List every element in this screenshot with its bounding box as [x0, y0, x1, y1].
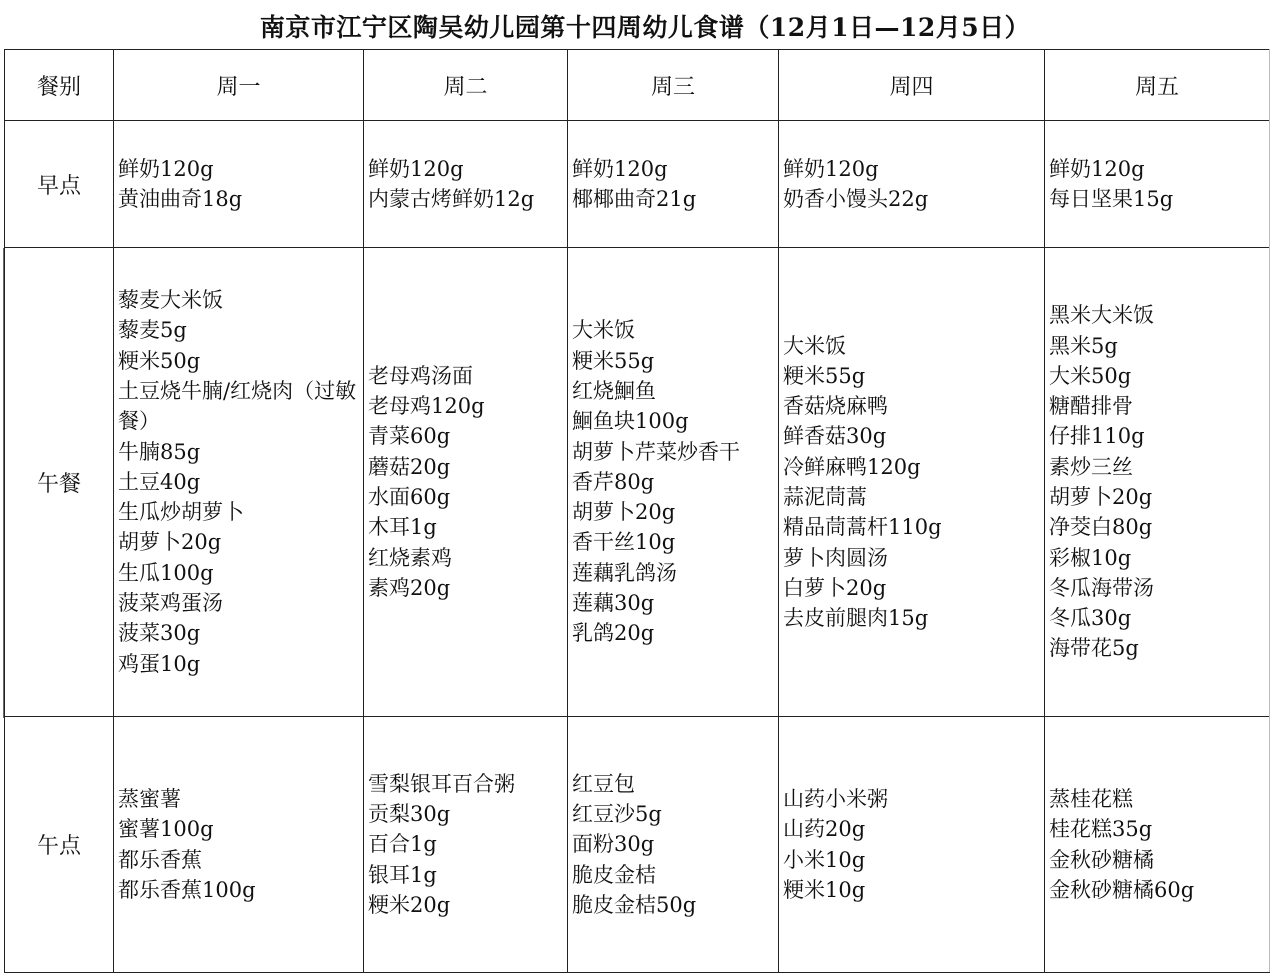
- menu-item: 奶香小馒头22g: [783, 187, 929, 211]
- menu-item: 大米饭: [783, 333, 846, 358]
- snack-thursday[interactable]: [779, 717, 1045, 973]
- menu-item: 净茭白80g: [1049, 515, 1153, 540]
- menu-item: 黄油曲奇18g: [118, 187, 243, 211]
- header-meal-type: 餐别: [5, 50, 114, 121]
- lunch-thursday[interactable]: [779, 248, 1045, 717]
- title-area: [0, 0, 1280, 48]
- menu-item: 雪梨银耳百合粥: [368, 771, 515, 796]
- menu-item: 蘑菇20g: [368, 454, 451, 479]
- menu-item: 胡萝卜20g: [118, 530, 222, 555]
- menu-item: 鲜香菇30g: [783, 424, 887, 449]
- menu-item: 糖醋排骨: [1049, 394, 1133, 419]
- menu-item: 椰椰曲奇21g: [572, 187, 697, 211]
- menu-item: 胡萝卜20g: [1049, 485, 1153, 509]
- menu-item: 鲜奶120g: [118, 156, 214, 181]
- menu-item: 每日坚果15g: [1049, 187, 1174, 211]
- menu-item: 青菜60g: [368, 424, 451, 449]
- menu-item: 粳米10g: [783, 877, 866, 902]
- menu-item: 冷鲜麻鸭120g: [783, 454, 921, 479]
- menu-item: 土豆40g: [118, 469, 201, 494]
- menu-item: 粳米20g: [368, 892, 451, 917]
- next-column-edge: [1269, 49, 1280, 972]
- lunch-wednesday[interactable]: [568, 248, 779, 717]
- snack-friday[interactable]: [1045, 717, 1270, 973]
- menu-item: 面粉30g: [572, 832, 655, 857]
- menu-item: 胡萝卜20g: [572, 500, 676, 525]
- menu-item: 鲜奶120g: [1049, 156, 1145, 181]
- menu-item: 内蒙古烤鲜奶12g: [368, 187, 535, 211]
- menu-item: 蜜薯100g: [118, 817, 214, 842]
- breakfast-row: [5, 121, 1270, 248]
- menu-item: 粳米55g: [572, 348, 655, 373]
- menu-item: 生瓜100g: [118, 560, 214, 585]
- meal-label-breakfast: 早点: [5, 121, 114, 248]
- snack-tuesday[interactable]: [364, 717, 568, 973]
- header-wednesday: 周三: [568, 50, 779, 121]
- menu-item: 鲜奶120g: [368, 156, 464, 181]
- menu-item: 黑米5g: [1049, 333, 1118, 358]
- menu-item: 彩椒10g: [1049, 545, 1132, 570]
- menu-item: 蒸桂花糕: [1049, 786, 1133, 811]
- menu-item: 红烧素鸡: [368, 545, 452, 570]
- menu-item: 红烧鮰鱼: [572, 378, 656, 403]
- lunch-tuesday[interactable]: [364, 248, 568, 717]
- menu-item: 黑米大米饭: [1049, 303, 1154, 328]
- menu-item: 老母鸡汤面: [368, 363, 473, 388]
- menu-item: 藜麦5g: [118, 318, 187, 343]
- menu-item: 香干丝10g: [572, 530, 676, 555]
- menu-table: [4, 49, 1270, 973]
- menu-item: 都乐香蕉100g: [118, 877, 256, 902]
- header-row: [5, 50, 1270, 121]
- menu-item: 粳米55g: [783, 363, 866, 388]
- menu-item: 百合1g: [368, 832, 437, 857]
- menu-item: 大米饭: [572, 318, 635, 343]
- menu-item: 红豆沙5g: [572, 802, 662, 827]
- menu-item: 萝卜肉圆汤: [783, 545, 888, 570]
- menu-item: 素炒三丝: [1049, 454, 1133, 479]
- lunch-monday[interactable]: [114, 248, 364, 717]
- menu-item: 银耳1g: [368, 862, 437, 887]
- menu-item: 菠菜鸡蛋汤: [118, 591, 223, 616]
- menu-item: 桂花糕35g: [1049, 817, 1153, 842]
- snack-wednesday[interactable]: [568, 717, 779, 973]
- menu-item: 鸡蛋10g: [118, 651, 201, 676]
- menu-item: 冬瓜海带汤: [1049, 575, 1154, 600]
- menu-item: 冬瓜30g: [1049, 606, 1132, 631]
- menu-item: 蒸蜜薯: [118, 786, 181, 811]
- lunch-row: [5, 248, 1270, 717]
- menu-item: 大米50g: [1049, 363, 1132, 388]
- menu-item: 木耳1g: [368, 515, 437, 540]
- header-thursday: 周四: [779, 50, 1045, 121]
- menu-item: 金秋砂糖橘60g: [1049, 877, 1195, 902]
- menu-item: 生瓜炒胡萝卜: [118, 500, 244, 525]
- menu-item: 贡梨30g: [368, 802, 451, 827]
- header-monday: 周一: [114, 50, 364, 121]
- menu-item: 老母鸡120g: [368, 394, 485, 419]
- menu-item: 去皮前腿肉15g: [783, 606, 929, 631]
- breakfast-thursday[interactable]: [779, 121, 1045, 248]
- breakfast-tuesday[interactable]: [364, 121, 568, 248]
- menu-item: 山药小米粥: [783, 786, 888, 811]
- header-tuesday: 周二: [364, 50, 568, 121]
- menu-item: 鲜奶120g: [783, 156, 879, 181]
- menu-item: 水面60g: [368, 485, 451, 509]
- menu-item: 莲藕30g: [572, 591, 655, 616]
- menu-item: 藜麦大米饭: [118, 288, 223, 313]
- menu-item: 精品茼蒿杆110g: [783, 515, 942, 540]
- menu-item: 白萝卜20g: [783, 575, 887, 600]
- menu-item: 红豆包: [572, 771, 635, 796]
- menu-item: 牛腩85g: [118, 439, 201, 464]
- lunch-friday[interactable]: [1045, 248, 1270, 717]
- menu-item: 胡萝卜芹菜炒香干: [572, 439, 740, 464]
- menu-item: 金秋砂糖橘: [1049, 847, 1154, 872]
- meal-label-snack: 午点: [5, 717, 114, 973]
- menu-item: 粳米50g: [118, 348, 201, 373]
- menu-item: 小米10g: [783, 847, 866, 872]
- menu-item: 都乐香蕉: [118, 847, 202, 872]
- menu-item: 土豆烧牛腩/红烧肉（过敏餐）: [118, 378, 357, 434]
- menu-item: 鮰鱼块100g: [572, 409, 689, 434]
- menu-item: 海带花5g: [1049, 636, 1139, 661]
- menu-item: 山药20g: [783, 817, 866, 842]
- menu-item: 素鸡20g: [368, 575, 451, 600]
- breakfast-wednesday[interactable]: [568, 121, 779, 248]
- header-friday: 周五: [1045, 50, 1270, 121]
- meal-label-lunch: 午餐: [5, 248, 114, 717]
- menu-item: 蒜泥茼蒿: [783, 485, 867, 509]
- menu-item: 乳鸽20g: [572, 621, 655, 646]
- snack-row: [5, 717, 1270, 973]
- menu-item: 莲藕乳鸽汤: [572, 560, 677, 585]
- menu-item: 脆皮金桔50g: [572, 892, 697, 917]
- breakfast-monday[interactable]: [114, 121, 364, 248]
- menu-item: 香芹80g: [572, 469, 655, 494]
- menu-item: 香菇烧麻鸭: [783, 394, 888, 419]
- menu-item: 仔排110g: [1049, 424, 1145, 449]
- breakfast-friday[interactable]: [1045, 121, 1270, 248]
- page-title: 南京市江宁区陶吴幼儿园第十四周幼儿食谱（12月1日—12月5日）: [259, 13, 1031, 42]
- snack-monday[interactable]: [114, 717, 364, 973]
- menu-item: 鲜奶120g: [572, 156, 668, 181]
- menu-item: 脆皮金桔: [572, 862, 656, 887]
- menu-item: 菠菜30g: [118, 621, 201, 646]
